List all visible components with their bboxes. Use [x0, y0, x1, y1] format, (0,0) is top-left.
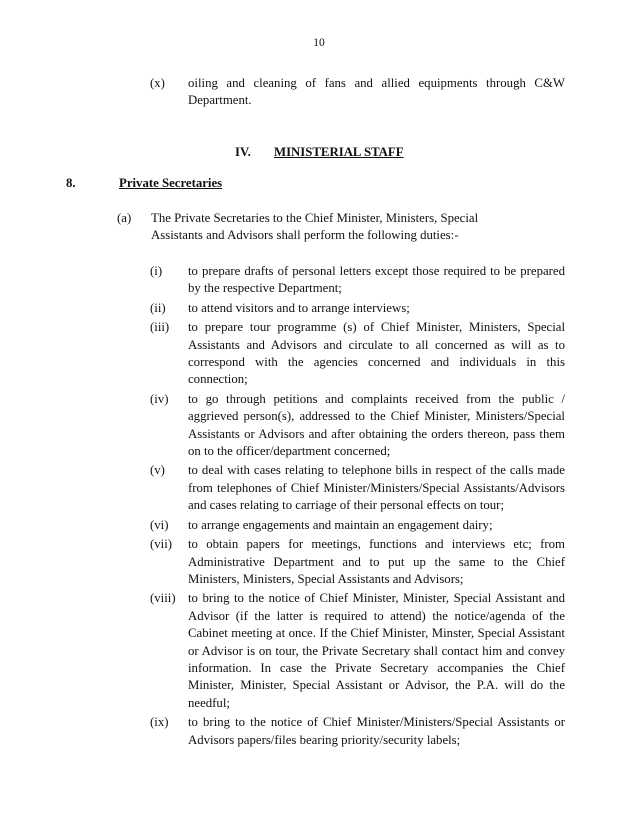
- list-item-text: to prepare tour programme (s) of Chief Minister, Ministers, Special Assistants and Advisors and circulate to all concerned as will as to correspond with the agencies concerned and individuals in this connection;: [188, 320, 565, 387]
- list-item-number: (iii): [150, 320, 170, 335]
- paragraph-text: The Private Secretaries to the Chief Minister, Ministers, Special Assistants and Advisors shall perform the following duties:-: [151, 211, 479, 243]
- duties-list: [150, 263, 565, 751]
- list-item: [150, 300, 565, 317]
- list-item-number: (v): [150, 463, 165, 478]
- page-number: 10: [313, 37, 325, 49]
- list-item: [150, 590, 565, 712]
- paragraph-number: (a): [117, 211, 132, 225]
- prev-item-text: oiling and cleaning of fans and allied equipments through C&W Department.: [188, 76, 565, 108]
- list-item-text: to bring to the notice of Chief Minister, Minister, Special Assistant and Advisor (if the latter is required to attend) the notice/agenda of the Cabinet meeting at once. If the Chief Minister, Minster, Special Assistant or Advisor is on tour, the Private Secretary shall contact him and convey information. In case the Private Secretary accompanies the Chief Minister, Minister, Special Assistant or Advisor, the P.A. will do the needful;: [188, 591, 565, 710]
- list-item: [150, 536, 565, 588]
- list-item-number: (vii): [150, 537, 173, 552]
- list-item-number: (ix): [150, 715, 169, 730]
- section-number: 8.: [66, 176, 76, 190]
- section-title: Private Secretaries: [119, 176, 223, 190]
- list-item-number: (viii): [150, 591, 176, 606]
- list-item-number: (iv): [150, 391, 169, 406]
- list-item-number: (vi): [150, 517, 169, 532]
- list-item: [150, 714, 565, 749]
- list-item: [150, 391, 565, 461]
- part-heading-title: MINISTERIAL STAFF: [274, 145, 404, 159]
- list-item-text: to attend visitors and to arrange interviews;: [188, 300, 410, 315]
- part-heading-number: IV.: [235, 145, 251, 159]
- list-item: [150, 517, 565, 534]
- list-item-text: to obtain papers for meetings, functions and interviews etc; from Administrative Department and to put up the same to the Chief Ministers, Ministers, Special Assistants and Advisors;: [188, 537, 565, 586]
- list-item-text: to prepare drafts of personal letters except those required to be prepared by the respective Department;: [188, 264, 565, 296]
- list-item-number: (ii): [150, 300, 166, 315]
- list-item: [150, 263, 565, 298]
- list-item: [150, 462, 565, 514]
- list-item-number: (i): [150, 264, 163, 278]
- list-item-text: to deal with cases relating to telephone bills in respect of the calls made from telephones of Chief Minister/Ministers/Special Assistants/Advisors and cases relating to carriage of their personal effects on tour;: [188, 463, 565, 513]
- prev-item-number: (x): [150, 76, 165, 90]
- list-item-text: to arrange engagements and maintain an engagement dairy;: [188, 517, 493, 532]
- list-item-text: to bring to the notice of Chief Minister/Ministers/Special Assistants or Advisors papers/files bearing priority/security labels;: [188, 715, 565, 747]
- list-item: [150, 319, 565, 389]
- list-item-text: to go through petitions and complaints received from the public / aggrieved person(s), addressed to the Chief Minister, Ministers/Special Assistants or Advisors and after obtaining the orders thereon, pass them on to the officer/department concerned;: [188, 391, 565, 459]
